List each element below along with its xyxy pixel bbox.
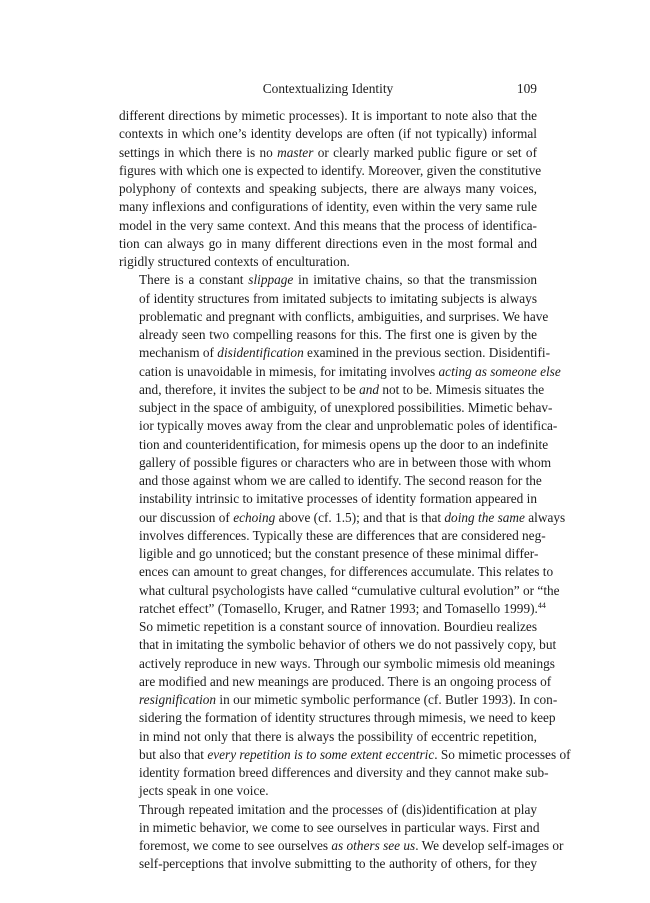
text-line: contexts in which one’s identity develops are often (if not typically) informal (119, 126, 537, 142)
text-line: sidering the formation of identity structures through mimesis, we need to keep (139, 710, 556, 726)
note-reference: 44 (537, 600, 546, 610)
italic-text: master (277, 144, 314, 160)
text-line: involves differences. Typically these are differences that are considered neg- (139, 527, 546, 543)
text-line: There is a constant slippage in imitative chains, so that the transmission (139, 272, 538, 288)
text-line: figures with which one is expected to identify. Moreover, given the constitutive (119, 162, 542, 178)
body-text (119, 107, 571, 874)
text-line: settings in which there is no master or clearly marked public figure or set of (119, 144, 538, 160)
paragraph (119, 107, 542, 271)
italic-text: echoing (233, 509, 276, 525)
text-line: ior typically moves away from the clear and unproblematic poles of identifica- (139, 418, 558, 434)
text-line: ences can amount to great changes, for differences accumulate. This relates to (139, 564, 554, 580)
text-line: problematic and pregnant with conflicts, ambiguities, and surprises. We have (139, 308, 549, 324)
paragraph (119, 271, 571, 800)
paragraph (119, 801, 564, 874)
text-line: resignification in our mimetic symbolic performance (cf. Butler 1993). In con- (139, 692, 558, 707)
italic-text: resignification (139, 692, 217, 707)
text-line: actively reproduce in new ways. Through our symbolic mimesis old meanings (139, 655, 555, 671)
text-line: tion and counteridentification, for mimesis opens up the door to an indefinite (139, 436, 549, 452)
text-line: model in the very same context. And this means that the process of identifica- (119, 217, 537, 233)
running-header (119, 79, 537, 99)
text-line: rigidly structured contexts of enculturation. (119, 254, 350, 269)
text-line: polyphony of contexts and speaking subjects, there are always many voices, (119, 181, 537, 196)
text-line: foremost, we come to see ourselves as others see us. We develop self-images or (139, 838, 564, 853)
text-line: and those against whom we are called to identify. The second reason for the (139, 473, 542, 488)
text-line: many inflexions and configurations of identity, even within the very same rule (119, 199, 537, 215)
text-line: ratchet effect” (Tomasello, Kruger, and Ratner 1993; and Tomasello 1999).$^{44}$ (139, 600, 546, 616)
italic-text: acting as someone else (438, 363, 561, 379)
text-line: subject in the space of ambiguity, of unexplored possibilities. Mimetic behav- (139, 400, 553, 415)
italic-text: slippage (248, 272, 294, 288)
text-line: what cultural psychologists have called “cumulative cultural evolution” or “the (139, 582, 560, 598)
text-line: ligible and go unnoticed; but the constant presence of these minimal differ- (139, 546, 539, 561)
text-line: gallery of possible figures or characters who are in between those with whom (139, 454, 552, 470)
italic-text: and (359, 381, 380, 397)
text-line: jects speak in one voice. (139, 783, 269, 799)
text-line: mechanism of disidentification examined in the previous section. Disidentifi- (139, 345, 551, 361)
text-line: tion can always go in many different directions even in the most formal and (119, 235, 537, 251)
italic-text: disidentification (217, 345, 304, 361)
text-line: instability intrinsic to imitative processes of identity formation appeared in (139, 491, 537, 507)
text-line: Through repeated imitation and the processes of (dis)identification at play (139, 801, 537, 817)
italic-text: every repetition is to some extent eccentric (207, 746, 435, 762)
text-line: in mimetic behavior, we come to see ourselves in particular ways. First and (139, 819, 540, 835)
text-line: and, therefore, it invites the subject to be and not to be. Mimesis situates the (139, 381, 545, 397)
italic-text: doing the same (444, 509, 525, 525)
text-line: already seen two compelling reasons for this. The first one is given by the (139, 327, 537, 342)
text-line: but also that every repetition is to some extent eccentric. So mimetic processes of (139, 746, 571, 762)
text-line: of identity structures from imitated subjects to imitating subjects is always (139, 290, 537, 306)
text-line: different directions by mimetic processes). It is important to note also that the (119, 108, 537, 123)
text-line: So mimetic repetition is a constant source of innovation. Bourdieu realizes (139, 619, 537, 634)
text-line: in mind not only that there is always the possibility of eccentric repetition, (139, 728, 537, 744)
text-line: are modified and new meanings are produced. There is an ongoing process of (139, 673, 552, 689)
text-line: our discussion of echoing above (cf. 1.5); and that is that doing the same always (139, 509, 566, 525)
page-number: 109 (516, 81, 537, 96)
italic-text: as others see us (331, 838, 416, 853)
text-line: that in imitating the symbolic behavior of others we do not passively copy, but (139, 637, 557, 653)
running-title: Contextualizing Identity (262, 81, 394, 96)
text-line: identity formation breed differences and diversity and they cannot make sub- (139, 765, 549, 780)
text-line: self-perceptions that involve submitting to the authority of others, for they (139, 856, 537, 872)
text-line: cation is unavoidable in mimesis, for imitating involves acting as someone else (139, 363, 561, 379)
